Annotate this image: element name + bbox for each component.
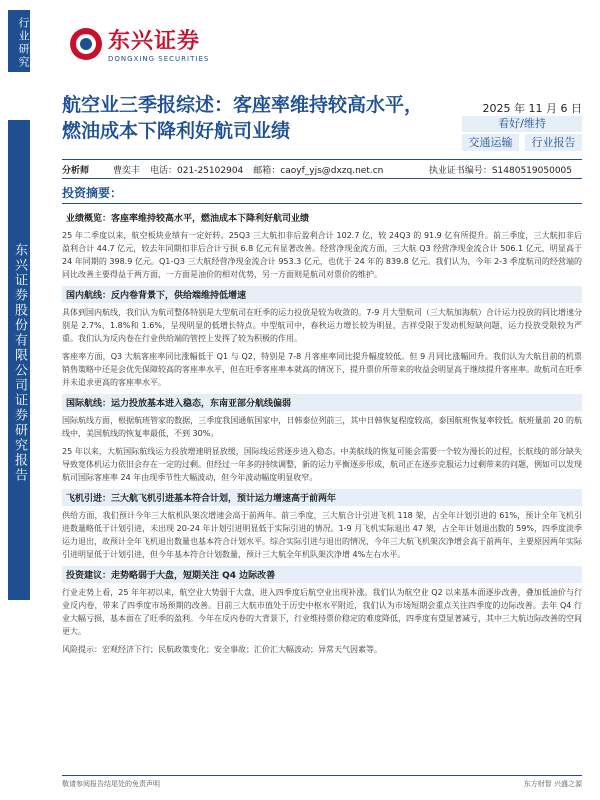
rating-badge: 看好/维持 <box>462 116 582 132</box>
analyst-label: 分析师 <box>62 165 90 176</box>
industry-tag: 交通运输 <box>462 134 519 151</box>
section-paragraph: 行业走势上看，25 年年初以来，航空业大势弱于大盘，进入四季度后航空业出现补涨。我们认为航空业 Q2 以来基本面逐步改善，叠加低油价与行业反内卷，带来了四季度市场预期的改善。目前三大航市值处于历史中枢水平附近，我们认为市场短期会重点关注四季度的边际改善。去年 Q4 行业大幅亏损，基本面在了旺季的盈利。今年在反内卷的大背景下，行业维持票价稳定的难度降低，四季度有望显著减亏，其中三大航边际改善的空间更大。 <box>62 588 582 636</box>
section-heading-investment: 投资建议：走势略弱于大盘，短期关注 Q4 边际改善 <box>62 566 582 583</box>
logo-mark-icon <box>70 28 102 60</box>
report-title: 航空业三季报综述：客座率维持较高水平，燃油成本下降利好航司业绩 <box>62 94 424 142</box>
section-heading-fleet: 飞机引进：三大航飞机引进基本符合计划，预计运力增速高于前两年 <box>62 489 582 506</box>
logo-name-cn: 东兴证券 <box>108 29 201 54</box>
report-date: 2025 年 11 月 6 日 <box>482 102 582 115</box>
section-paragraph: 客座率方面，Q3 大航客座率同比涨幅低于 Q1 与 Q2，特别是 7-8 月客座率同比提升幅度较低。但 9 月同比涨幅回升。我们认为大航目前的机票销售策略中还是会优先保障较高的客座率水平，但在旺季客座率本就高的情况下，提升票价所带来的收益会明显高于继续提升客座率。故航司在旺季并未追求更高的客座率水平。 <box>62 352 582 387</box>
section-heading-domestic: 国内航线：反内卷背景下，供给端维持低增速 <box>62 286 582 303</box>
footer-disclaimer: 敬请参阅报告结尾处的免责声明 <box>62 780 160 788</box>
analyst-info-bar <box>62 159 582 179</box>
section-paragraph: 具体到国内航线，我们认为航司整体特别是大型航司在旺季的运力投放是较为收敛的。7-9 月大型航司（三大航加海航）合计运力投放的同比增速分别是 2.7%、1.8%和 1.6%，呈现明显的低增长特点。中型航司中，春秋运力增长较为明显，吉祥受限于发动机短缺问题，运力投放受限较为严重。我们认为反内卷在行业供给端的管控上发挥了较为积极的作用。 <box>62 308 582 343</box>
sidebar <box>0 0 38 800</box>
footer-slogan: 东方财智 兴盛之源 <box>523 780 582 788</box>
summary-heading: 投资摘要： <box>62 186 123 200</box>
analyst-name: 曹奕丰 <box>113 165 141 176</box>
section-heading-overview: 业绩概览：客座率维持较高水平，燃油成本下降利好航司业绩 <box>66 214 310 224</box>
logo-name-en: DONGXING SECURITIES <box>108 55 210 63</box>
section-paragraph: 国际航线方面，根据航班管家的数据，三季度我国通航国家中，日韩泰位列前三，其中日韩恢复程度较高，泰国航班恢复率较低。航班量前 20 的航线中，美国航线的恢复率最低，不到 30%。 <box>62 416 582 438</box>
page-footer <box>62 775 582 789</box>
section-paragraph: 25 年以来，大航国际航线运力投放增速明显放缓，国际线运营逐步进入稳态。中美航线的恢复可能会需要一个较为漫长的过程，长航线的部分缺失导致宽体机运力依旧会存在一定的过剩。但经过一年多的持续调整，新的运力平衡逐步形成，航司正在逐步克服运力过剩带来的问题，例如可以发现航司国际客座率 24 年由现季节性大幅波动，但今年波动幅度明显收窄。 <box>62 447 582 482</box>
report-body <box>62 206 582 661</box>
company-logo <box>70 24 209 63</box>
analyst-cert: 执业证书编号：S1480519050005 <box>428 165 572 176</box>
risk-warning: 风险提示：宏观经济下行；民航政策变化；安全事故；汇价汇大幅波动；异常天气因素等。 <box>62 645 382 654</box>
sidebar-category-label: 行业研究 <box>8 10 30 72</box>
report-type-tag: 行业报告 <box>525 134 582 151</box>
section-heading-international: 国际航线：运力投放基本进入稳态，东南亚部分航线偏弱 <box>62 394 582 411</box>
analyst-phone: 电话：021-25102904 <box>150 165 244 176</box>
analyst-email: 邮箱：caoyf_yjs@dxzq.net.cn <box>253 165 384 176</box>
section-paragraph: 25 年二季度以来，航空板块业绩有一定好转。25Q3 三大航扣非后盈利合计 102.7 亿，较 24Q3 的 91.9 亿有所提升。前三季度，三大航扣非后盈利合计 44.7 亿元，较去年同期扣非后合计亏损 6.8 亿元有显著改善。经营净现金流方面，三大航 Q3 经营净现金流合计 506.1 亿元，明显高于 24 年同期的 398.9 亿元。Q1-Q3 三大航经营净现金流合计 953.3 亿元，也优于 24 年的 839.8 亿元。我们认为，今年 2-3 季度航司的经营端的同比改善主要得益于两方面，一方面是油价的相对优势，另一方面则是航司对票价的维护。 <box>62 231 582 279</box>
section-paragraph: 供给方面，我们预计今年三大航机队架次增速会高于前两年。前三季度，三大航合计引进飞机 118 架，占全年计划引进的 61%，预计全年飞机引进数量略低于计划引进，未出现 20-24 年计划引进明显低于实际引进的情况。1-9 月飞机实际退出 47 架，占全年计划退出数的 59%，四季度淡季运力退出，故预计全年飞机退出数量也基本符合计划水平。综合实际引进与退出的情况，今年三大航飞机架次净增会高于前两年，主要原因两年实际引进明显低于计划引进，但今年基本符合计划数量，预计三大航全年机队架次净增 4%左右水平。 <box>62 511 582 559</box>
summary-divider <box>62 203 582 204</box>
sidebar-company-label: 东兴证券股份有限公司证券研究报告 <box>8 120 30 600</box>
